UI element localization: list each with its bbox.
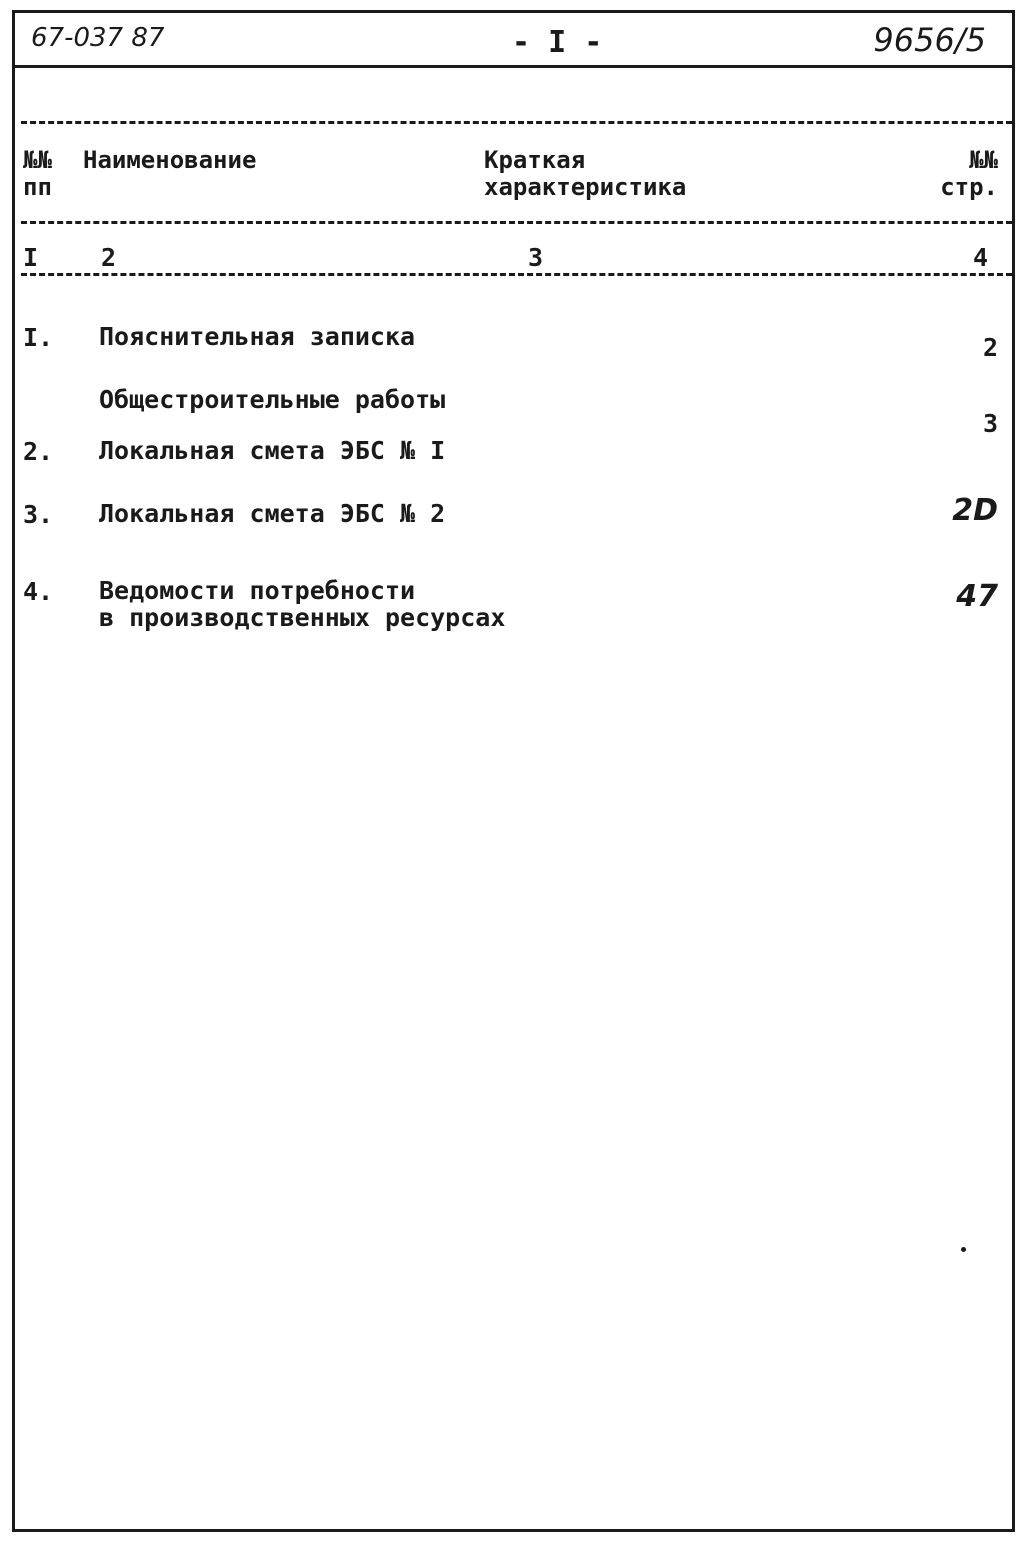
row-name: Ведомости потребности в производственных ресурсах bbox=[99, 576, 506, 632]
section-title: Общестроительные работы bbox=[99, 385, 446, 414]
row-page: 2 bbox=[982, 333, 998, 362]
page-header bbox=[15, 13, 1012, 68]
header-page-col: №№ стр. bbox=[940, 146, 998, 201]
row-name: Пояснительная записка bbox=[99, 322, 416, 351]
row-page: 2D bbox=[952, 493, 998, 528]
row-page: 3 bbox=[982, 409, 998, 438]
column-number-2: 2 bbox=[101, 243, 117, 272]
row-name: Локальная смета ЭБС № I bbox=[99, 436, 446, 465]
row-number: 3. bbox=[23, 500, 54, 529]
column-number-1: I bbox=[23, 243, 39, 272]
ink-dot bbox=[961, 1247, 966, 1252]
page-number: - I - bbox=[512, 25, 603, 60]
doc-code: 67-037 87 bbox=[31, 23, 165, 53]
dashed-rule-mid bbox=[21, 221, 1012, 224]
row-number: 4. bbox=[23, 577, 54, 606]
column-number-4: 4 bbox=[972, 243, 988, 272]
header-name-col: Наименование bbox=[83, 146, 257, 174]
row-number: 2. bbox=[23, 437, 54, 466]
column-number-3: 3 bbox=[528, 243, 544, 272]
row-page: 47 bbox=[956, 579, 998, 614]
header-num-col: №№ пп bbox=[23, 146, 52, 201]
row-name: Локальная смета ЭБС № 2 bbox=[99, 499, 446, 528]
sheet-ref: 9656/5 bbox=[873, 21, 986, 59]
document-page bbox=[12, 10, 1015, 1532]
dashed-rule-top bbox=[21, 121, 1012, 124]
header-desc-col: Краткая характеристика bbox=[484, 146, 687, 201]
dashed-rule-bottom bbox=[21, 273, 1012, 276]
row-number: I. bbox=[23, 323, 54, 352]
